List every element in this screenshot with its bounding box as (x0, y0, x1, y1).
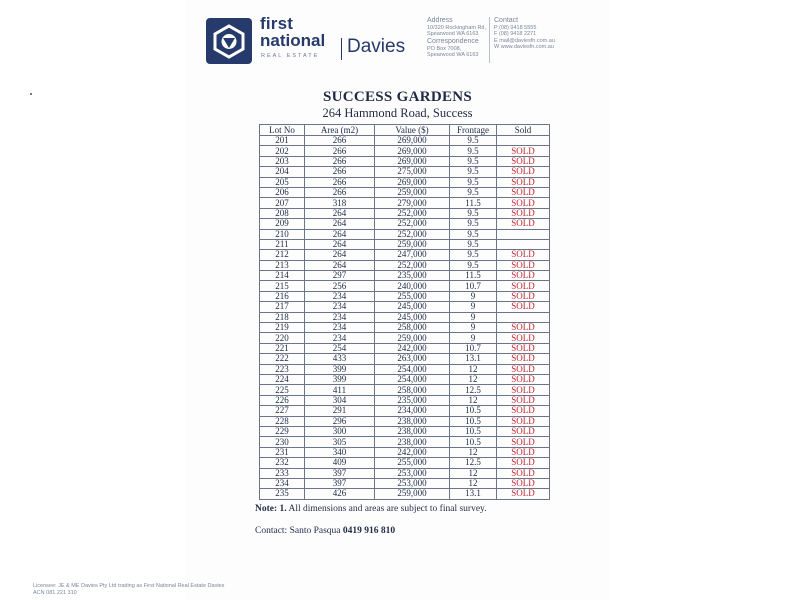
lot-no-cell: 231 (260, 447, 305, 457)
lot-no-cell: 203 (260, 156, 305, 166)
area-cell: 266 (305, 187, 375, 197)
sold-cell (497, 136, 550, 146)
table-row (260, 250, 550, 260)
table-row (260, 343, 550, 353)
table-row (260, 219, 550, 229)
area-cell: 399 (305, 374, 375, 384)
sold-cell: SOLD (497, 416, 550, 426)
frontage-cell: 9 (450, 291, 497, 301)
area-cell: 256 (305, 281, 375, 291)
contact-block (489, 17, 555, 63)
table-row (260, 167, 550, 177)
frontage-cell: 11.5 (450, 198, 497, 208)
sold-cell: SOLD (497, 291, 550, 301)
frontage-cell: 9 (450, 333, 497, 343)
value-cell: 252,000 (375, 219, 450, 229)
area-cell: 266 (305, 177, 375, 187)
frontage-cell: 10.7 (450, 281, 497, 291)
frontage-cell: 12 (450, 364, 497, 374)
value-cell: 245,000 (375, 302, 450, 312)
value-cell: 252,000 (375, 208, 450, 218)
value-cell: 258,000 (375, 385, 450, 395)
table-row (260, 260, 550, 270)
table-row (260, 468, 550, 478)
address-line: 10/320 Rockingham Rd, (427, 25, 487, 31)
contact-phone-number: 0419 916 810 (342, 526, 396, 536)
brand-davies: Davies (347, 36, 406, 57)
table-row (260, 406, 550, 416)
frontage-cell: 12 (450, 447, 497, 457)
table-row (260, 447, 550, 457)
frontage-cell: 9.5 (450, 208, 497, 218)
area-cell: 234 (305, 291, 375, 301)
correspondence-line: Spearwood WA 6163 (427, 52, 479, 59)
col-header-sold: Sold (497, 125, 550, 136)
sold-cell: SOLD (497, 146, 550, 156)
lot-no-cell: 221 (260, 343, 305, 353)
address-block (427, 17, 486, 59)
value-cell: 269,000 (375, 156, 450, 166)
sold-cell (497, 229, 550, 239)
lot-no-cell: 232 (260, 458, 305, 468)
table-header-row (260, 125, 550, 136)
table-row (260, 156, 550, 166)
lot-no-cell: 207 (260, 198, 305, 208)
area-cell: 411 (305, 385, 375, 395)
value-cell: 235,000 (375, 271, 450, 281)
lot-no-cell: 210 (260, 229, 305, 239)
area-cell: 291 (305, 406, 375, 416)
frontage-cell: 9.5 (450, 229, 497, 239)
brand-subtitle: REAL ESTATE (261, 53, 320, 59)
sold-cell: SOLD (497, 271, 550, 281)
sold-cell: SOLD (497, 260, 550, 270)
value-cell: 235,000 (375, 395, 450, 405)
table-row (260, 187, 550, 197)
area-cell: 264 (305, 250, 375, 260)
frontage-cell: 12 (450, 468, 497, 478)
contact-fax: F (08) 9418 2271 (494, 31, 537, 38)
table-row (260, 291, 550, 301)
area-cell: 304 (305, 395, 375, 405)
sold-cell: SOLD (497, 406, 550, 416)
lot-no-cell: 218 (260, 312, 305, 322)
value-cell: 253,000 (375, 468, 450, 478)
frontage-cell: 12.5 (450, 385, 497, 395)
table-row (260, 323, 550, 333)
frontage-cell: 9 (450, 302, 497, 312)
table-row (260, 385, 550, 395)
note-text: All dimensions and areas are subject to final survey. (286, 504, 487, 514)
lot-no-cell: 204 (260, 167, 305, 177)
value-cell: 269,000 (375, 177, 450, 187)
area-cell: 264 (305, 219, 375, 229)
sold-cell: SOLD (497, 354, 550, 364)
table-row (260, 458, 550, 468)
lot-no-cell: 222 (260, 354, 305, 364)
frontage-cell: 9.5 (450, 167, 497, 177)
table-row (260, 177, 550, 187)
lot-no-cell: 234 (260, 478, 305, 488)
frontage-cell: 10.5 (450, 406, 497, 416)
sold-cell: SOLD (497, 167, 550, 177)
col-header-frontage: Frontage (450, 125, 497, 136)
table-row (260, 239, 550, 249)
frontage-cell: 12 (450, 374, 497, 384)
frontage-cell: 9.5 (450, 177, 497, 187)
frontage-cell: 9.5 (450, 250, 497, 260)
lot-no-cell: 205 (260, 177, 305, 187)
value-cell: 238,000 (375, 426, 450, 436)
frontage-cell: 9.5 (450, 146, 497, 156)
lot-no-cell: 219 (260, 323, 305, 333)
value-cell: 247,000 (375, 250, 450, 260)
sold-cell: SOLD (497, 302, 550, 312)
lot-no-cell: 230 (260, 437, 305, 447)
brand-first: first (260, 14, 294, 33)
frontage-cell: 9.5 (450, 156, 497, 166)
value-cell: 269,000 (375, 146, 450, 156)
lot-no-cell: 224 (260, 374, 305, 384)
table-row (260, 302, 550, 312)
table-row (260, 364, 550, 374)
lot-no-cell: 212 (260, 250, 305, 260)
frontage-cell: 10.7 (450, 343, 497, 353)
value-cell: 242,000 (375, 447, 450, 457)
footer (33, 583, 224, 597)
value-cell: 240,000 (375, 281, 450, 291)
value-cell: 269,000 (375, 136, 450, 146)
table-row (260, 271, 550, 281)
page-title: SUCCESS GARDENS (322, 89, 473, 105)
brand-divider (341, 38, 342, 60)
area-cell: 397 (305, 478, 375, 488)
table-row (260, 354, 550, 364)
lot-no-cell: 225 (260, 385, 305, 395)
sold-cell: SOLD (497, 489, 550, 499)
lot-no-cell: 201 (260, 136, 305, 146)
sold-cell (497, 239, 550, 249)
col-header-value: Value ($) (375, 125, 450, 136)
sold-cell: SOLD (497, 364, 550, 374)
frontage-cell: 11.5 (450, 271, 497, 281)
area-cell: 340 (305, 447, 375, 457)
sold-cell: SOLD (497, 468, 550, 478)
area-cell: 305 (305, 437, 375, 447)
col-header-area: Area (m2) (305, 125, 375, 136)
table-row (260, 136, 550, 146)
area-cell: 296 (305, 416, 375, 426)
correspondence-line: PO Box 7008, (427, 45, 462, 52)
table-row (260, 333, 550, 343)
sold-cell: SOLD (497, 343, 550, 353)
area-cell: 426 (305, 489, 375, 499)
contact-web: W www.daviesfn.com.au (494, 44, 554, 51)
area-cell: 397 (305, 468, 375, 478)
area-cell: 266 (305, 167, 375, 177)
area-cell: 264 (305, 260, 375, 270)
footer-licensee: Licensee: JE & ME Davies Pty Ltd trading as First National Real Estate Davies (33, 583, 225, 589)
lot-no-cell: 223 (260, 364, 305, 374)
area-cell: 266 (305, 156, 375, 166)
lot-no-cell: 217 (260, 302, 305, 312)
lot-no-cell: 211 (260, 239, 305, 249)
first-national-logo-icon (206, 18, 252, 64)
scan-mark (30, 93, 32, 95)
frontage-cell: 12.5 (450, 458, 497, 468)
table-row (260, 198, 550, 208)
value-cell: 259,000 (375, 239, 450, 249)
value-cell: 234,000 (375, 406, 450, 416)
address-heading: Address (427, 17, 453, 24)
sold-cell: SOLD (497, 323, 550, 333)
area-cell: 264 (305, 229, 375, 239)
lots-table (259, 124, 550, 500)
sold-cell: SOLD (497, 187, 550, 197)
table-row (260, 312, 550, 322)
lot-no-cell: 209 (260, 219, 305, 229)
sold-cell (497, 312, 550, 322)
value-cell: 252,000 (375, 260, 450, 270)
sold-cell: SOLD (497, 156, 550, 166)
lot-no-cell: 220 (260, 333, 305, 343)
brand-national: national (260, 31, 326, 50)
value-cell: 279,000 (375, 198, 450, 208)
note-label: Note: 1. (255, 504, 287, 514)
table-row (260, 426, 550, 436)
frontage-cell: 10.5 (450, 416, 497, 426)
lot-no-cell: 229 (260, 426, 305, 436)
area-cell: 264 (305, 239, 375, 249)
area-cell: 264 (305, 208, 375, 218)
sold-cell: SOLD (497, 198, 550, 208)
area-cell: 254 (305, 343, 375, 353)
value-cell: 259,000 (375, 489, 450, 499)
contact-label: Contact: Santo Pasqua (255, 526, 343, 536)
value-cell: 242,000 (375, 343, 450, 353)
area-cell: 433 (305, 354, 375, 364)
address-line: Spearwood WA 6163 (427, 31, 479, 38)
area-cell: 300 (305, 426, 375, 436)
table-row (260, 437, 550, 447)
area-cell: 297 (305, 271, 375, 281)
frontage-cell: 13.1 (450, 489, 497, 499)
contact-person (255, 526, 395, 536)
value-cell: 245,000 (375, 312, 450, 322)
value-cell: 259,000 (375, 187, 450, 197)
frontage-cell: 12 (450, 395, 497, 405)
lot-no-cell: 214 (260, 271, 305, 281)
table-row (260, 229, 550, 239)
frontage-cell: 9.5 (450, 219, 497, 229)
sold-cell: SOLD (497, 385, 550, 395)
table-row (260, 374, 550, 384)
area-cell: 234 (305, 312, 375, 322)
sold-cell: SOLD (497, 177, 550, 187)
table-row (260, 281, 550, 291)
table-row (260, 208, 550, 218)
lot-no-cell: 208 (260, 208, 305, 218)
lot-no-cell: 216 (260, 291, 305, 301)
sold-cell: SOLD (497, 250, 550, 260)
frontage-cell: 13.1 (450, 354, 497, 364)
table-row (260, 416, 550, 426)
sold-cell: SOLD (497, 281, 550, 291)
document-page (185, 0, 610, 600)
frontage-cell: 9.5 (450, 239, 497, 249)
lot-no-cell: 235 (260, 489, 305, 499)
value-cell: 263,000 (375, 354, 450, 364)
table-row (260, 395, 550, 405)
lot-no-cell: 215 (260, 281, 305, 291)
lot-no-cell: 226 (260, 395, 305, 405)
value-cell: 275,000 (375, 167, 450, 177)
contact-phone: P (08) 9418 5555 (494, 25, 537, 31)
frontage-cell: 10.5 (450, 437, 497, 447)
value-cell: 252,000 (375, 229, 450, 239)
value-cell: 258,000 (375, 323, 450, 333)
sold-cell: SOLD (497, 333, 550, 343)
frontage-cell: 9.5 (450, 187, 497, 197)
table-row (260, 478, 550, 488)
lot-no-cell: 213 (260, 260, 305, 270)
sold-cell: SOLD (497, 478, 550, 488)
lot-no-cell: 202 (260, 146, 305, 156)
value-cell: 238,000 (375, 437, 450, 447)
page-subtitle: 264 Hammond Road, Success (322, 106, 473, 120)
value-cell: 254,000 (375, 374, 450, 384)
frontage-cell: 9.5 (450, 260, 497, 270)
frontage-cell: 10.5 (450, 426, 497, 436)
col-header-lot: Lot No (260, 125, 305, 136)
table-row (260, 146, 550, 156)
value-cell: 255,000 (375, 291, 450, 301)
area-cell: 266 (305, 136, 375, 146)
sold-cell: SOLD (497, 458, 550, 468)
sold-cell: SOLD (497, 437, 550, 447)
area-cell: 234 (305, 333, 375, 343)
sold-cell: SOLD (497, 219, 550, 229)
value-cell: 259,000 (375, 333, 450, 343)
area-cell: 234 (305, 302, 375, 312)
value-cell: 238,000 (375, 416, 450, 426)
contact-heading: Contact (494, 17, 519, 24)
lot-no-cell: 227 (260, 406, 305, 416)
frontage-cell: 12 (450, 478, 497, 488)
frontage-cell: 9.5 (450, 136, 497, 146)
area-cell: 234 (305, 323, 375, 333)
sold-cell: SOLD (497, 208, 550, 218)
area-cell: 266 (305, 146, 375, 156)
table-row (260, 489, 550, 499)
value-cell: 254,000 (375, 364, 450, 374)
area-cell: 318 (305, 198, 375, 208)
sold-cell: SOLD (497, 395, 550, 405)
note (255, 504, 487, 514)
frontage-cell: 9 (450, 323, 497, 333)
footer-acn: ACN 081 221 310 (33, 590, 77, 596)
sold-cell: SOLD (497, 374, 550, 384)
value-cell: 255,000 (375, 458, 450, 468)
lot-no-cell: 206 (260, 187, 305, 197)
value-cell: 253,000 (375, 478, 450, 488)
contact-email: E mail@daviesfn.com.au (494, 37, 555, 44)
sold-cell: SOLD (497, 426, 550, 436)
area-cell: 409 (305, 458, 375, 468)
lot-no-cell: 233 (260, 468, 305, 478)
area-cell: 399 (305, 364, 375, 374)
correspondence-heading: Correspondence (427, 37, 479, 45)
frontage-cell: 9 (450, 312, 497, 322)
sold-cell: SOLD (497, 447, 550, 457)
lot-no-cell: 228 (260, 416, 305, 426)
